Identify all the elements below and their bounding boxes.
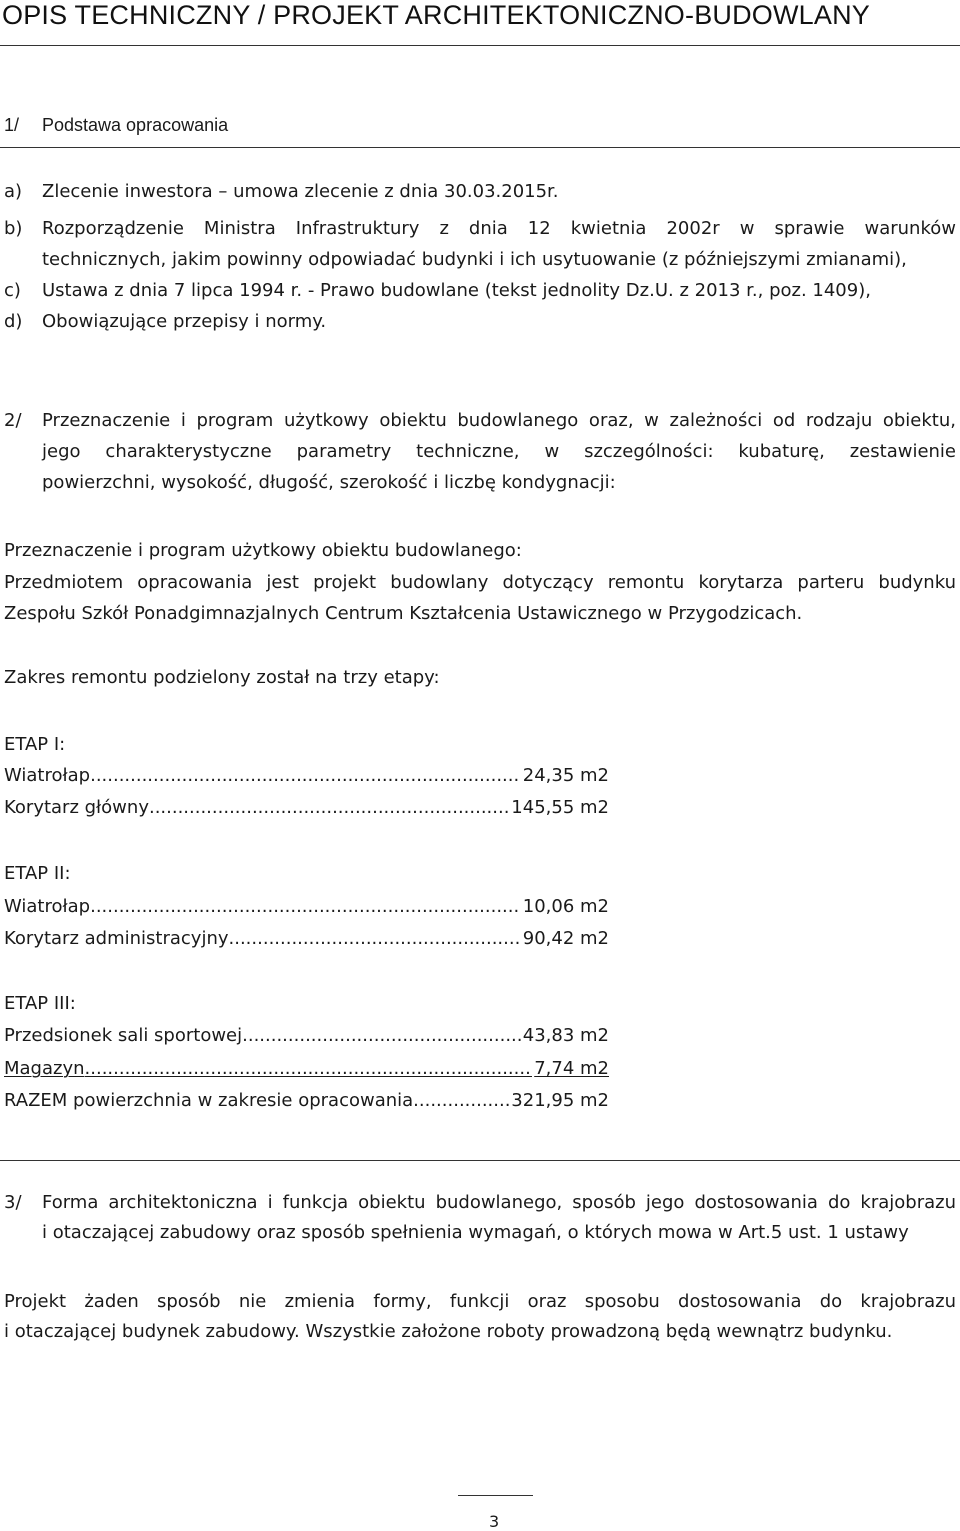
total-row xyxy=(4,1090,609,1114)
purpose-text-line: Przedmiotem opracowania jest projekt budowlany dotyczący remontu korytarza parteru budynku xyxy=(4,572,956,593)
area-value: 43,83 m2 xyxy=(522,1025,609,1046)
section-1-title: Podstawa opracowania xyxy=(42,115,229,135)
list-item: Obowiązujące przepisy i normy. xyxy=(42,311,327,332)
list-marker: c) xyxy=(4,280,21,301)
area-label: Wiatrołap xyxy=(4,896,91,917)
scope-heading: Zakres remontu podzielony został na trzy etapy: xyxy=(4,667,440,688)
page-title: OPIS TECHNICZNY / PROJEKT ARCHITEKTONICZNO-BUDOWLANY xyxy=(2,0,871,30)
divider xyxy=(0,45,960,46)
list-item: Ustawa z dnia 7 lipca 1994 r. - Prawo budowlane (tekst jednolity Dz.U. z 2013 r., poz. 1409), xyxy=(42,280,871,301)
section-3-heading-line: i otaczającej zabudowy oraz sposób spełnienia wymagań, o których mowa w Art.5 ust. 1 ustawy xyxy=(42,1222,909,1243)
stage-heading: ETAP I: xyxy=(4,734,66,755)
area-value: 24,35 m2 xyxy=(522,765,609,786)
area-label: Przedsionek sali sportowej xyxy=(4,1025,243,1046)
area-value: 10,06 m2 xyxy=(522,896,609,917)
section-2-heading-line: jego charakterystyczne parametry techniczne, w szczególności: kubaturę, zestawienie xyxy=(42,441,956,462)
section-2-heading-line: powierzchni, wysokość, długość, szerokość i liczbę kondygnacji: xyxy=(42,472,616,493)
list-marker: d) xyxy=(4,311,23,332)
area-row xyxy=(4,896,609,920)
total-label: RAZEM powierzchnia w zakresie opracowania xyxy=(4,1090,414,1111)
dot-leader xyxy=(85,1058,533,1079)
area-label: Wiatrołap xyxy=(4,765,91,786)
section-1-number: 1/ xyxy=(4,115,20,135)
area-row xyxy=(4,765,609,789)
list-item: Rozporządzenie Ministra Infrastruktury z dnia 12 kwietnia 2002r w sprawie warunków xyxy=(42,218,956,239)
dot-leader xyxy=(229,928,521,949)
area-row xyxy=(4,797,609,821)
dot-leader xyxy=(90,896,521,917)
area-row xyxy=(4,928,609,952)
dot-leader xyxy=(90,765,521,786)
list-item-continuation: technicznych, jakim powinny odpowiadać budynki i ich usytuowanie (z późniejszymi zmianami), xyxy=(42,249,907,270)
purpose-heading: Przeznaczenie i program użytkowy obiektu budowlanego: xyxy=(4,540,522,561)
page-number: 3 xyxy=(489,1512,500,1531)
list-marker: a) xyxy=(4,181,23,202)
divider xyxy=(0,147,960,148)
list-item: Zlecenie inwestora – umowa zlecenie z dnia 30.03.2015r. xyxy=(42,181,559,202)
stage-heading: ETAP III: xyxy=(4,993,76,1014)
area-value: 90,42 m2 xyxy=(522,928,609,949)
area-label: Korytarz administracyjny xyxy=(4,928,229,949)
total-value: 321,95 m2 xyxy=(511,1090,609,1111)
purpose-text-line: Zespołu Szkół Ponadgimnazjalnych Centrum Kształcenia Ustawicznego w Przygodzicach. xyxy=(4,603,803,624)
dot-leader xyxy=(149,797,509,818)
section-3-body-line: Projekt żaden sposób nie zmienia formy, funkcji oraz sposobu dostosowania do krajobrazu xyxy=(4,1291,956,1312)
section-3-heading-line: Forma architektoniczna i funkcja obiektu budowlanego, sposób jego dostosowania do krajobrazu xyxy=(42,1192,956,1213)
area-label: Magazyn xyxy=(4,1058,85,1079)
stage-heading: ETAP II: xyxy=(4,863,71,884)
dot-leader xyxy=(242,1025,521,1046)
section-3-number: 3/ xyxy=(4,1192,22,1213)
area-label: Korytarz główny xyxy=(4,797,149,818)
section-2-heading-line: Przeznaczenie i program użytkowy obiektu budowlanego oraz, w zależności od rodzaju obiektu, xyxy=(42,410,956,431)
divider xyxy=(0,1160,960,1161)
section-2-number: 2/ xyxy=(4,410,22,431)
area-row xyxy=(4,1025,609,1049)
dot-leader xyxy=(413,1090,509,1111)
section-3-body-line: i otaczającej budynek zabudowy. Wszystkie założone roboty prowadzoną będą wewnątrz budynku. xyxy=(4,1321,893,1342)
area-value: 7,74 m2 xyxy=(534,1058,609,1079)
list-marker: b) xyxy=(4,218,23,239)
area-row xyxy=(4,1058,609,1082)
footer-rule xyxy=(458,1495,533,1496)
area-value: 145,55 m2 xyxy=(511,797,609,818)
